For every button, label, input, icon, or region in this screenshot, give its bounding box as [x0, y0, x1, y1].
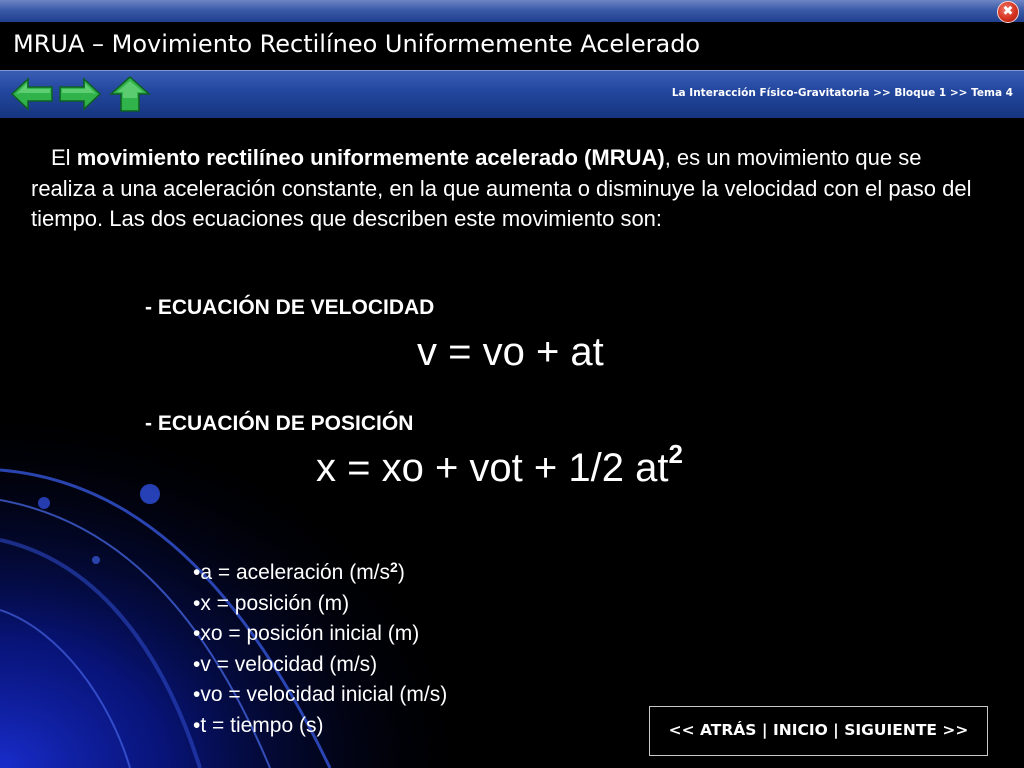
arrow-up-icon [108, 76, 152, 112]
intro-lead: El [51, 145, 77, 170]
arrow-right-icon [58, 76, 102, 112]
list-item: •a = aceleración $(m/s^2)$ [193, 559, 405, 584]
forward-button[interactable] [58, 76, 102, 112]
position-equation-base: x = xo + vot + 1/2 at [316, 446, 669, 490]
list-item: •xo = posición inicial (m) [193, 622, 420, 645]
arrow-left-icon [10, 76, 54, 112]
list-item: •t = tiempo (s) [193, 713, 324, 737]
back-button[interactable] [10, 76, 54, 112]
footer-separator: | [827, 721, 845, 739]
velocity-equation: v = vo + at [417, 330, 604, 374]
footer-back-link[interactable]: << ATRÁS [668, 721, 757, 739]
intro-rest: , es un movimiento que se realiza a una aceleración constante, en la que aumenta o disminuye la velocidad con el paso del tiempo. Las dos ecuaciones que describen este movimiento son: [31, 145, 972, 231]
intro-paragraph [31, 143, 991, 235]
velocity-heading: - ECUACIÓN DE VELOCIDAD [145, 296, 435, 319]
footer-navigation [649, 706, 988, 756]
footer-separator: | [756, 721, 773, 739]
position-equation-exponent: 2 [668, 439, 683, 469]
title-bar [0, 22, 1024, 70]
position-heading: - ECUACIÓN DE POSICIÓN [145, 412, 414, 435]
footer-next-link[interactable]: SIGUIENTE >> [844, 721, 969, 739]
intro-bold-term: movimiento rectilíneo uniformemente acelerado (MRUA) [76, 145, 665, 170]
footer-home-link[interactable]: INICIO [772, 721, 828, 739]
slide-content [0, 118, 1024, 768]
position-equation [316, 439, 683, 491]
breadcrumb: La Interacción Físico-Gravitatoria >> Bloque 1 >> Tema 4 [671, 87, 1013, 99]
up-button[interactable] [108, 76, 152, 112]
list-item: •x = posición (m) [193, 591, 350, 615]
close-icon[interactable]: ✖ [997, 1, 1019, 23]
top-strip [0, 0, 1024, 22]
page-title: MRUA – Movimiento Rectilíneo Uniformemente Acelerado [13, 30, 701, 58]
list-item: •v = velocidad (m/s) [193, 652, 378, 676]
list-item: •vo = velocidad inicial (m/s) [193, 683, 448, 706]
navigation-bar [0, 70, 1024, 118]
variable-legend [193, 558, 447, 741]
